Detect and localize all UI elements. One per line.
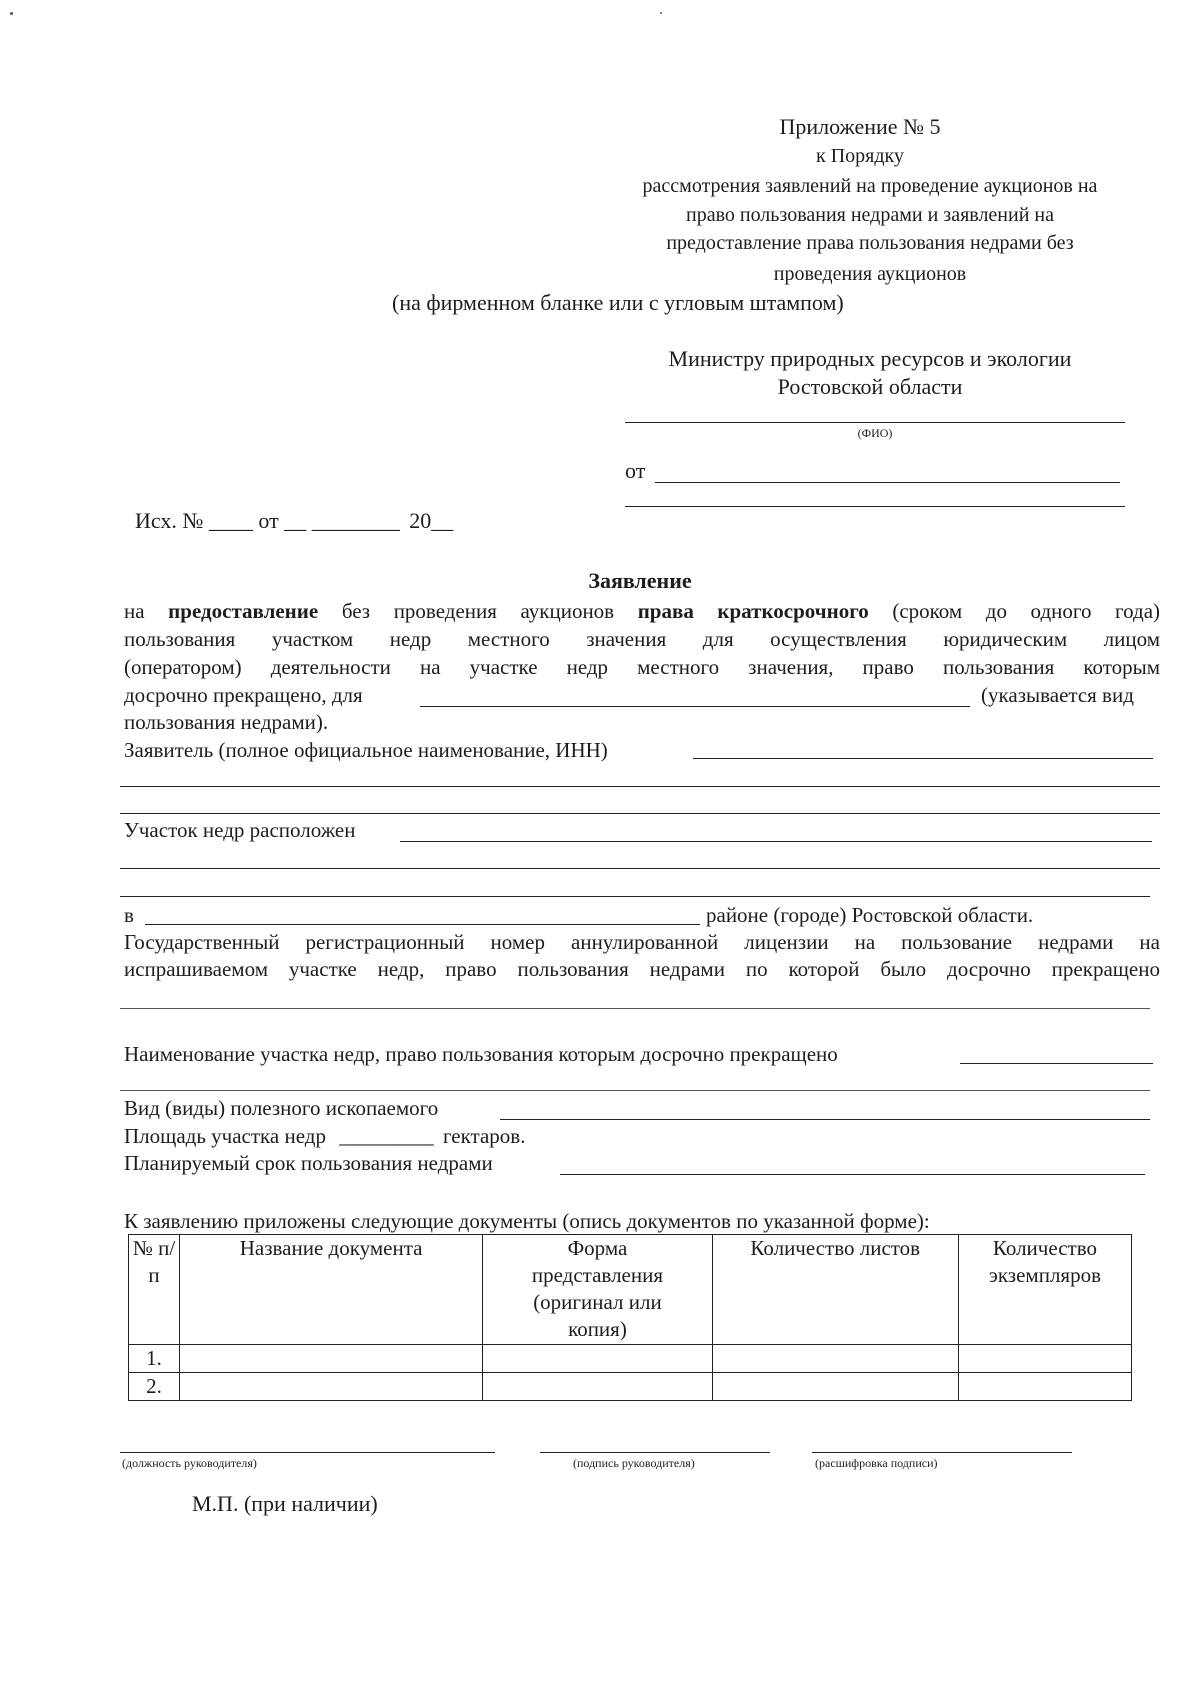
row-num: 2.: [129, 1373, 180, 1401]
outgoing-number-row: [135, 508, 453, 534]
district-prefix: в: [124, 903, 134, 927]
appendix-line-6: проведения аукционов: [773, 263, 967, 285]
scan-speck: [10, 12, 13, 15]
site-name-label: Наименование участка недр, право пользования которым досрочно прекращено: [124, 1042, 838, 1066]
row-copies[interactable]: [958, 1373, 1131, 1401]
row-name[interactable]: [180, 1345, 483, 1373]
decoding-line: [812, 1452, 1072, 1453]
applicant-line-3: [120, 813, 1160, 814]
row-name[interactable]: [180, 1373, 483, 1401]
applicant-line-1: [693, 758, 1153, 759]
term-label: Планируемый срок пользования недрами: [124, 1151, 493, 1175]
decoding-caption: (расшифровка подписи): [815, 1456, 938, 1470]
table-row: [129, 1373, 1132, 1401]
applicant-line-2: [120, 786, 1160, 787]
outgoing-day-blank: __: [284, 508, 307, 533]
row-num: 1.: [129, 1345, 180, 1373]
table-row: [129, 1345, 1132, 1373]
appendix-line-4: право пользования недрами и заявлений на: [685, 204, 1054, 226]
area-row: [124, 1123, 525, 1149]
letterhead-note: (на фирменном бланке или с угловым штампом): [392, 290, 844, 315]
area-label: Площадь участка недр: [124, 1124, 326, 1148]
appendix-line-5: предоставление права пользования недрами без: [666, 232, 1074, 254]
area-unit: гектаров.: [442, 1124, 526, 1148]
from-line: [655, 482, 1120, 483]
table-header-row: [129, 1235, 1132, 1345]
appendix-line-3: рассмотрения заявлений на проведение аукционов на: [642, 175, 1098, 197]
outgoing-prefix: Исх. №: [135, 508, 204, 533]
intro-line-1: на предоставление без проведения аукционов права краткосрочного (сроком до одного года): [124, 599, 1161, 623]
registration-line-2: испрашиваемом участке недр, право пользования недрами по которой было досрочно прекращено: [124, 957, 1160, 981]
outgoing-month-blank: ________: [311, 508, 400, 533]
site-name-line-1: [960, 1063, 1153, 1064]
appendix-line-1: Приложение № 5: [779, 114, 941, 139]
header-copies: Количество экземпляров: [958, 1235, 1131, 1345]
position-caption: (должность руководителя): [122, 1456, 257, 1470]
header-num: № п/п: [129, 1235, 180, 1345]
location-line-3: [120, 896, 1150, 897]
document-title: Заявление: [588, 568, 692, 593]
documents-table: [128, 1234, 1132, 1401]
intro-line-5: пользования недрами).: [124, 710, 329, 734]
applicant-label: Заявитель (полное официальное наименование, ИНН): [124, 738, 608, 762]
intro-line-2: пользования участком недр местного значения для осуществления юридическим лицом: [124, 627, 1160, 651]
intro-line-4a: досрочно прекращено, для: [124, 683, 363, 707]
signature-caption: (подпись руководителя): [573, 1456, 695, 1470]
outgoing-from-word: от: [258, 508, 279, 533]
header-sheets: Количество листов: [712, 1235, 958, 1345]
row-sheets[interactable]: [712, 1345, 958, 1373]
header-name: Название документа: [180, 1235, 483, 1345]
district-line: [145, 924, 700, 925]
fio-caption: (ФИО): [857, 426, 893, 440]
row-form[interactable]: [483, 1373, 712, 1401]
addressee-line-1: Министру природных ресурсов и экологии: [668, 346, 1072, 371]
scan-speck: [660, 12, 662, 14]
row-copies[interactable]: [958, 1345, 1131, 1373]
minerals-line: [500, 1119, 1150, 1120]
location-line-1: [400, 841, 1152, 842]
site-name-line-2: [120, 1090, 1150, 1091]
intro-line-4b: (указывается вид: [981, 683, 1134, 707]
area-blank: _________: [339, 1124, 434, 1148]
intro-line-3: (оператором) деятельности на участке недр местного значения, право пользования которым: [124, 655, 1160, 679]
location-line-2: [120, 868, 1160, 869]
usage-type-line: [420, 706, 970, 707]
location-label: Участок недр расположен: [124, 818, 356, 842]
row-sheets[interactable]: [712, 1373, 958, 1401]
district-suffix: районе (городе) Ростовской области.: [706, 903, 1034, 927]
registration-line: [120, 1008, 1150, 1009]
appendix-line-2: к Порядку: [816, 145, 904, 167]
registration-line-1: Государственный регистрационный номер аннулированной лицензии на пользование недрами на: [124, 930, 1160, 954]
from-line-2: [625, 506, 1125, 507]
minerals-label: Вид (виды) полезного ископаемого: [124, 1096, 439, 1120]
documents-intro: К заявлению приложены следующие документы (опись документов по указанной форме):: [124, 1209, 930, 1233]
signature-line: [540, 1452, 770, 1453]
stamp-note: М.П. (при наличии): [192, 1491, 378, 1516]
outgoing-number-blank: ____: [208, 508, 253, 533]
row-form[interactable]: [483, 1345, 712, 1373]
outgoing-year: 20__: [409, 508, 454, 533]
term-line: [560, 1174, 1145, 1175]
from-label: от: [625, 458, 646, 483]
fio-line: [625, 422, 1125, 423]
addressee-line-2: Ростовской области: [777, 374, 963, 399]
header-form: Форма представления (оригинал или копия): [483, 1235, 712, 1345]
position-line: [120, 1452, 495, 1453]
